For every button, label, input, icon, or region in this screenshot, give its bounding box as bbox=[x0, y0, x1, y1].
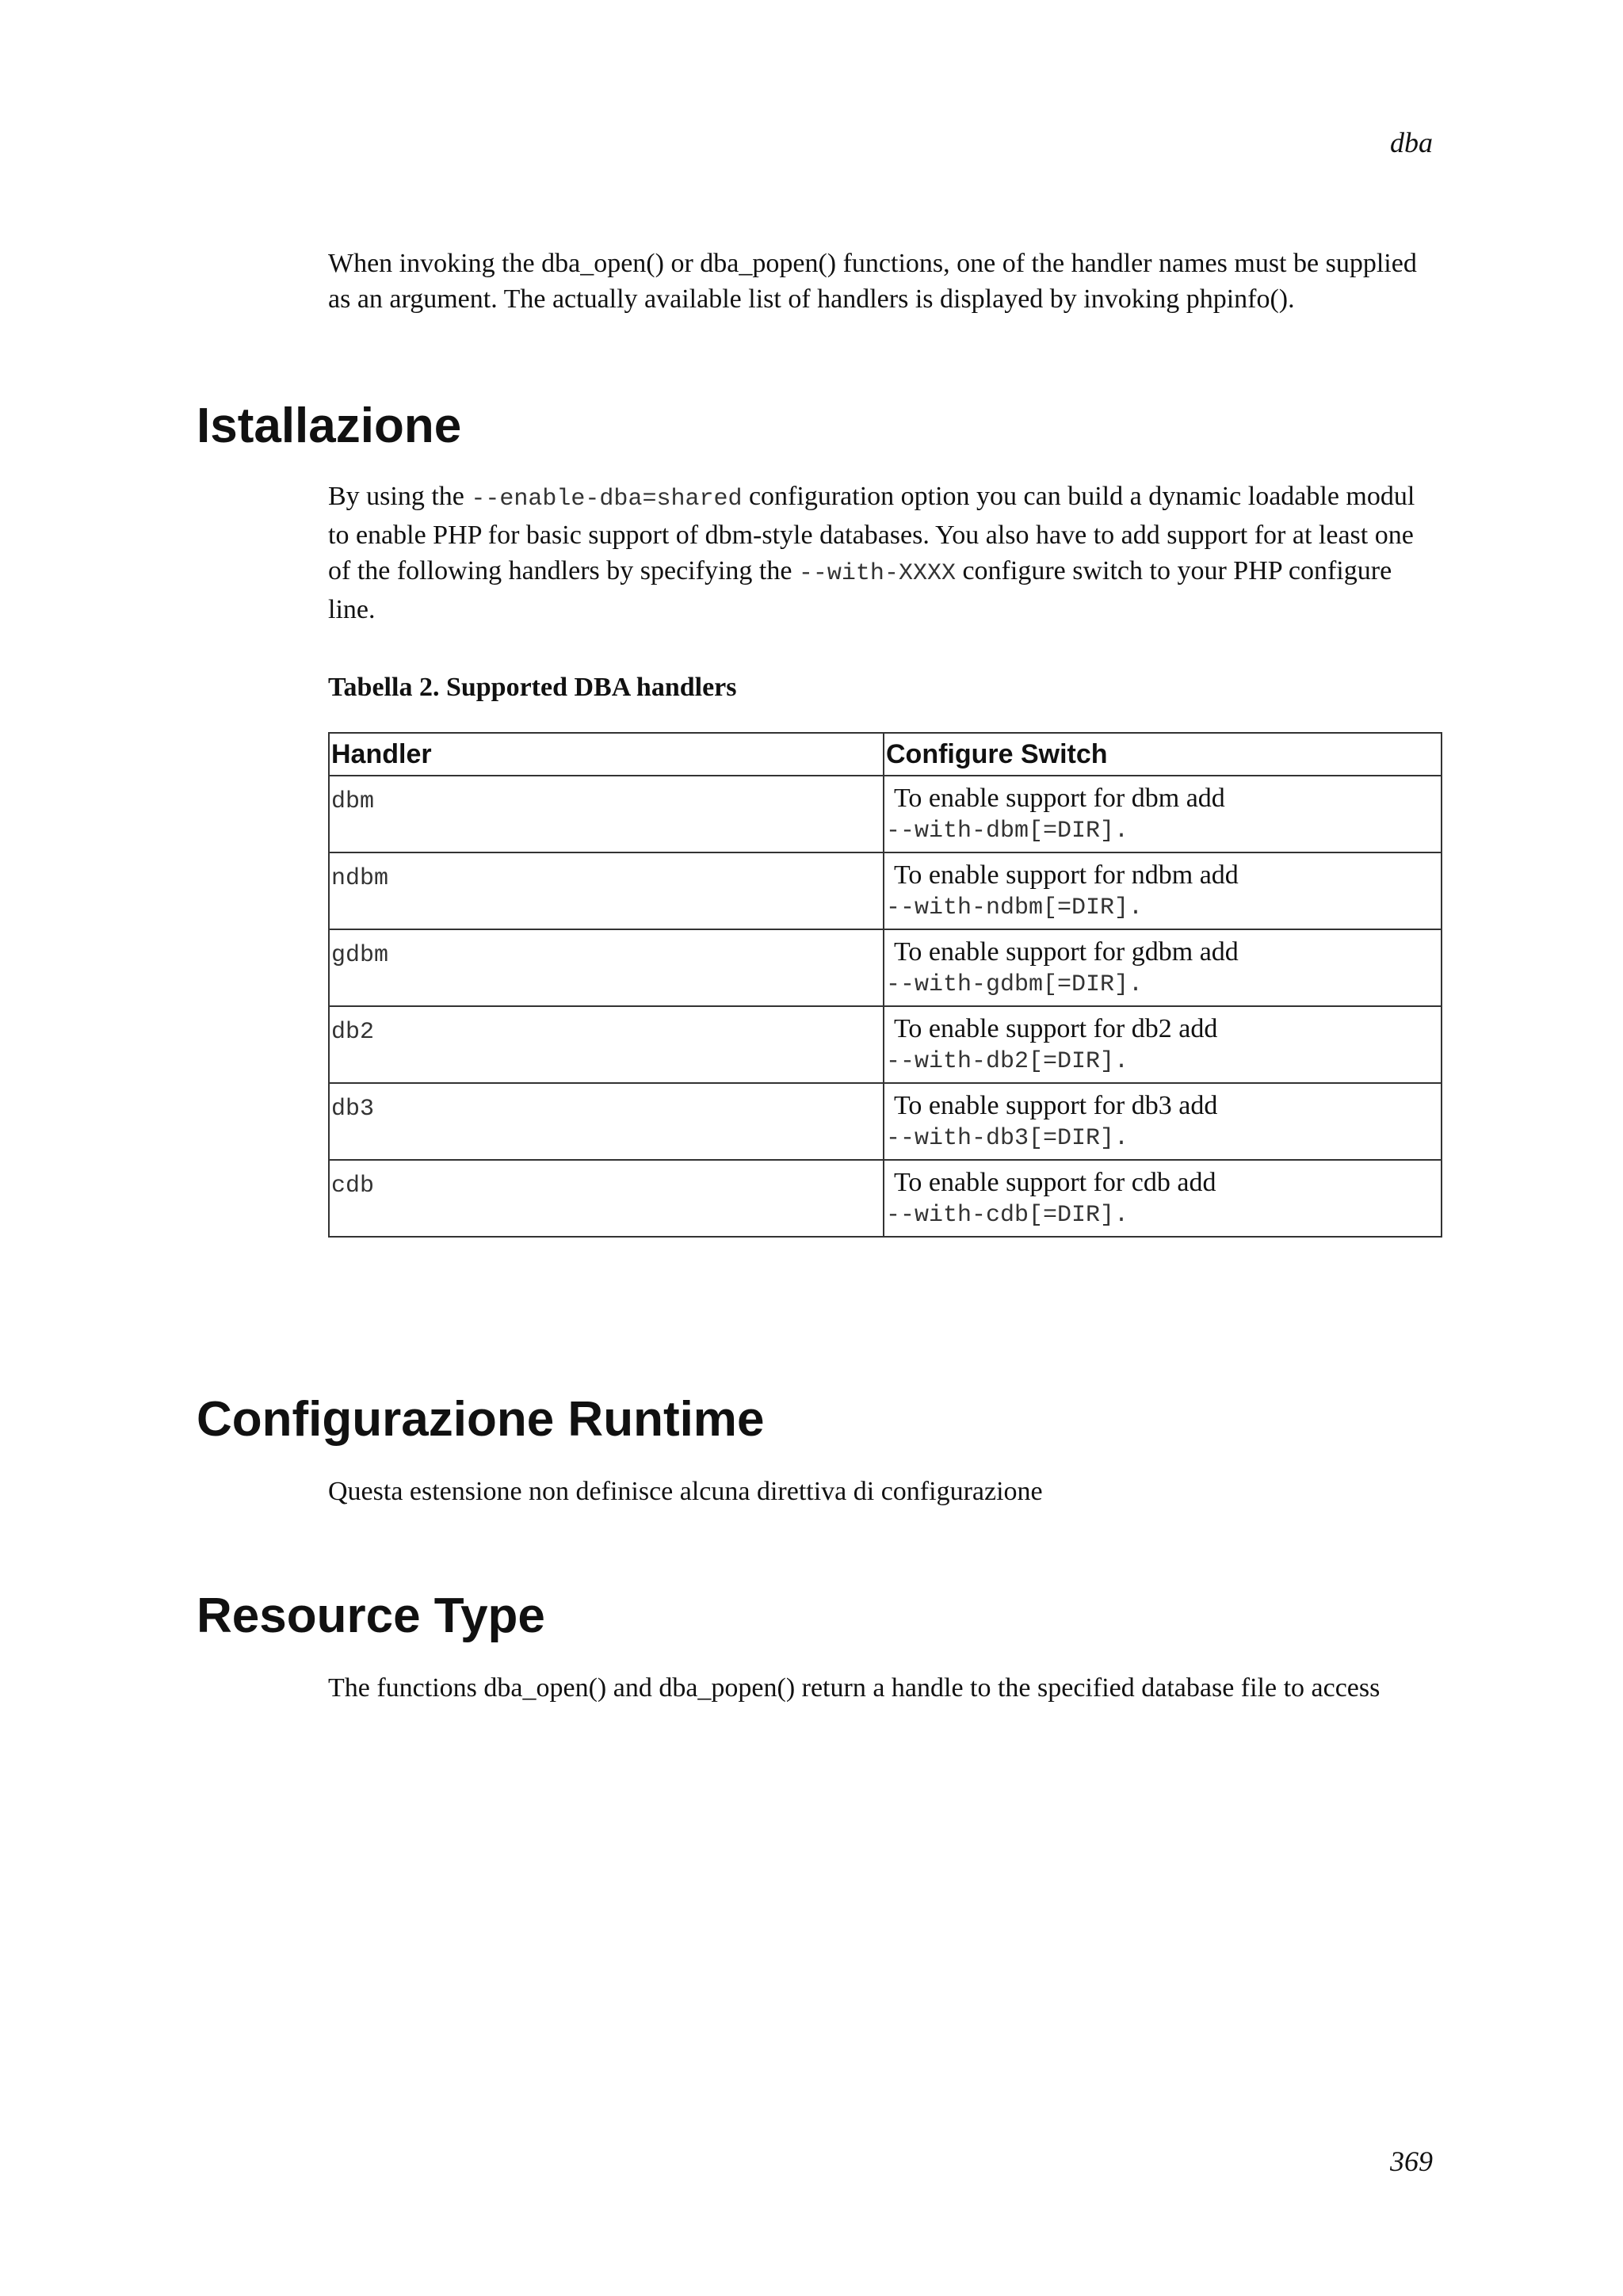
runtime-config-heading: Configurazione Runtime bbox=[197, 1392, 765, 1447]
switch-code: --with-db3[=DIR]. bbox=[886, 1125, 1129, 1152]
column-header-configure-switch: Configure Switch bbox=[884, 733, 1442, 776]
switch-description: To enable support for ndbm add bbox=[894, 860, 1239, 890]
table-caption: Tabella 2. Supported DBA handlers bbox=[328, 673, 737, 702]
handler-name: gdbm bbox=[331, 942, 389, 969]
table-row bbox=[329, 776, 1442, 852]
handlers-table bbox=[328, 732, 1442, 1238]
table-row bbox=[329, 1006, 1442, 1083]
handler-cell bbox=[329, 852, 884, 929]
table-row bbox=[329, 1160, 1442, 1237]
installation-heading: Istallazione bbox=[197, 399, 462, 453]
handler-cell bbox=[329, 1006, 884, 1083]
handler-cell bbox=[329, 776, 884, 852]
table-row bbox=[329, 852, 1442, 929]
column-header-handler: Handler bbox=[329, 733, 884, 776]
handler-name: ndbm bbox=[331, 865, 389, 892]
switch-cell bbox=[884, 1083, 1442, 1160]
handler-cell bbox=[329, 1160, 884, 1237]
switch-description: To enable support for db3 add bbox=[894, 1091, 1218, 1120]
switch-code: --with-gdbm[=DIR]. bbox=[886, 971, 1144, 998]
switch-description: To enable support for cdb add bbox=[894, 1168, 1216, 1197]
handler-name: dbm bbox=[331, 788, 375, 815]
switch-code: --with-ndbm[=DIR]. bbox=[886, 894, 1144, 921]
with-xxxx-option: --with-XXXX bbox=[798, 560, 956, 587]
installation-text-1: By using the bbox=[328, 482, 472, 511]
switch-cell bbox=[884, 852, 1442, 929]
handler-name: db2 bbox=[331, 1019, 375, 1046]
switch-description: To enable support for gdbm add bbox=[894, 937, 1239, 967]
handler-name: db3 bbox=[331, 1096, 375, 1123]
switch-code: --with-db2[=DIR]. bbox=[886, 1048, 1129, 1075]
handler-cell bbox=[329, 1083, 884, 1160]
table-row bbox=[329, 929, 1442, 1006]
switch-cell bbox=[884, 1160, 1442, 1237]
runtime-config-paragraph: Questa estensione non definisce alcuna direttiva di configurazione bbox=[328, 1477, 1043, 1506]
resource-type-heading: Resource Type bbox=[197, 1589, 545, 1643]
handler-name: cdb bbox=[331, 1173, 375, 1199]
switch-cell bbox=[884, 1006, 1442, 1083]
resource-type-paragraph: The functions dba_open() and dba_popen() return a handle to the specified database file to access bbox=[328, 1673, 1381, 1703]
switch-code: --with-cdb[=DIR]. bbox=[886, 1202, 1129, 1229]
switch-description: To enable support for db2 add bbox=[894, 1014, 1218, 1043]
switch-description: To enable support for dbm add bbox=[894, 784, 1225, 813]
installation-text-2: configuration option you can build a dynamic loadable modul to enable PHP for basic support of dbm-style databases. You also have to add support for at least one of the following handlers by specifying the bbox=[328, 482, 1415, 585]
page-number: 369 bbox=[1390, 2145, 1433, 2177]
running-title: dba bbox=[1390, 127, 1433, 158]
switch-cell bbox=[884, 776, 1442, 852]
installation-text-3: configure switch to your PHP configure line. bbox=[328, 556, 1392, 624]
table-row bbox=[329, 1083, 1442, 1160]
enable-dba-option: --enable-dba=shared bbox=[471, 486, 743, 513]
installation-paragraph bbox=[328, 479, 1438, 627]
switch-cell bbox=[884, 929, 1442, 1006]
switch-code: --with-dbm[=DIR]. bbox=[886, 818, 1129, 845]
handler-cell bbox=[329, 929, 884, 1006]
intro-paragraph: When invoking the dba_open() or dba_popen() functions, one of the handler names must be supplied as an argument. The actually available list of handlers is displayed by invoking phpinfo(). bbox=[328, 249, 1417, 314]
table-header-row bbox=[329, 733, 1442, 776]
